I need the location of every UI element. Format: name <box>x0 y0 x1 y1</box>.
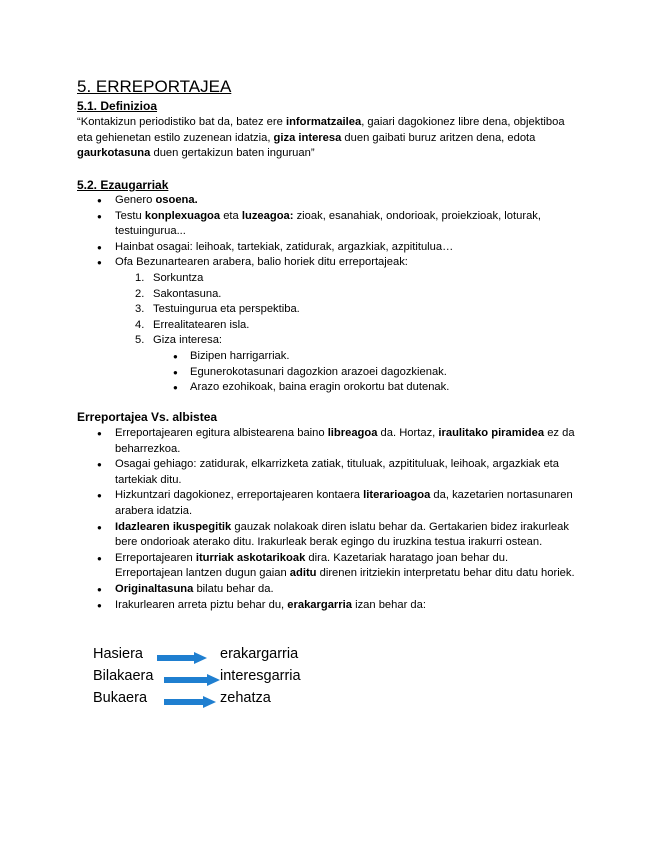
flow-row-bukaera <box>93 690 353 712</box>
item-bold: konplexuagoa <box>144 209 221 222</box>
flow-result: erakargarria <box>220 646 299 662</box>
section-heading-ezaugarriak: 5.2. Ezaugarriak <box>77 178 169 192</box>
item-bold: libreagoa <box>327 427 378 439</box>
numbered-item <box>115 271 577 287</box>
item-text: bilatu behar da. <box>193 582 274 595</box>
list-item <box>77 255 577 395</box>
list-item <box>77 598 577 614</box>
item-text: Erreportajearen <box>115 551 196 564</box>
item-number: 2. <box>135 287 145 300</box>
sub-list-item: ● Egunerokotasunari dagozkion arazoei dagozkienak. <box>153 365 577 381</box>
numbered-item <box>115 333 577 395</box>
definition-text: , gaiari dagokionez libre dena, objektiboa eta gehienetan estilo zuzenean idatzia, <box>77 116 565 144</box>
section-heading-definizioa: 5.1. Definizioa <box>77 99 158 113</box>
section-heading-vs: Erreportajea Vs. albistea <box>77 410 218 424</box>
item-text: izan behar da: <box>351 598 426 611</box>
item-text: Erreportajearen egitura albistearena baino <box>115 427 328 439</box>
flow-label: Hasiera <box>93 646 143 662</box>
definition-bold: gaurkotasuna <box>77 147 151 160</box>
item-text: gauzak nolakoak diren islatu behar da. Gertakarien bidez irakurleak bere ondorioak aterako ditu. Irakurleak berak egingo du iruzkina testua irakurri ostean. <box>115 520 569 549</box>
item-text: Testu <box>115 209 145 222</box>
list-item: ● Hainbat osagai: leihoak, tartekiak, zatidurak, argazkiak, azpititulua… <box>77 240 577 256</box>
flow-row-hasiera <box>93 646 353 668</box>
vs-list <box>77 426 577 613</box>
item-bold: iraulitako piramidea <box>438 427 545 439</box>
sub-list-item: ● Arazo ezohikoak, baina eragin orokortu bat dutenak. <box>153 380 577 396</box>
item-text: Giza interesa: <box>153 334 223 347</box>
item-text: Genero <box>115 194 156 206</box>
list-item <box>77 582 577 598</box>
item-bold: osoena. <box>155 194 198 206</box>
sub-list-item: ● Bizipen harrigarriak. <box>153 349 577 365</box>
item-text: Ofa Bezunartearen arabera, balio horiek ditu erreportajeak: <box>115 256 408 269</box>
item-text: Testuingurua eta perspektiba. <box>153 303 300 316</box>
list-item <box>77 426 577 457</box>
item-text: Errealitatearen isla. <box>153 318 250 331</box>
flow-result: interesgarria <box>220 668 301 684</box>
definition-bold: giza interesa <box>273 131 342 144</box>
item-number: 3. <box>135 303 145 316</box>
flow-label: Bukaera <box>93 690 148 706</box>
definition-text: duen gertakizun baten inguruan” <box>150 147 315 160</box>
list-item: ● Osagai gehiago: zatidurak, elkarrizketa zatiak, tituluak, azpitituluak, leihoak, argazkiak eta tartekiak ditu. <box>77 457 577 488</box>
list-item <box>77 488 577 519</box>
item-bold: Originaltasuna <box>115 582 194 595</box>
list-item <box>77 551 577 582</box>
item-bold: erakargarria <box>287 598 352 611</box>
item-text: da, kazetarien nortasunaren arabera idatzia. <box>115 489 573 517</box>
definition-text: “Kontakizun periodistiko bat da, batez ere <box>77 116 286 128</box>
list-item <box>77 193 577 209</box>
item-text: eta <box>220 209 242 222</box>
structure-diagram <box>93 646 353 716</box>
item-text: ez da beharrezkoa. <box>115 427 575 455</box>
list-item <box>77 209 577 240</box>
item-number: 1. <box>135 271 145 284</box>
numbered-item <box>115 302 577 318</box>
list-item <box>77 520 577 551</box>
item-text: Sorkuntza <box>153 271 204 284</box>
item-bold: iturriak askotarikoak <box>195 551 306 564</box>
flow-label: Bilakaera <box>93 668 154 684</box>
item-number: 5. <box>135 334 145 347</box>
numbered-list <box>115 271 577 396</box>
definition-paragraph <box>77 115 567 162</box>
definition-bold: informatzailea <box>285 116 362 128</box>
item-bold: luzeagoa: <box>241 209 294 222</box>
flow-result: zehatza <box>220 690 271 706</box>
page-title: 5. ERREPORTAJEA <box>77 77 232 96</box>
item-text: Hizkuntzari dagokionez, erreportajearen kontaera <box>115 489 364 502</box>
numbered-item <box>115 287 577 303</box>
definition-text: duen gaibati buruz aritzen dena, edota <box>341 131 536 144</box>
numbered-item <box>115 318 577 334</box>
item-text: Irakurlearen arreta piztu behar du, <box>115 598 288 611</box>
item-bold: literarioagoa <box>363 489 431 502</box>
item-number: 4. <box>135 318 145 331</box>
item-text: da. Hortaz, <box>377 427 439 439</box>
item-text: Sakontasuna. <box>153 287 222 300</box>
ezaugarriak-list <box>77 193 577 396</box>
flow-row-bilakaera <box>93 668 353 690</box>
item-text: direnen iritziekin interpretatu behar ditu datu horiek. <box>316 567 575 580</box>
sub-bullet-list <box>153 349 577 396</box>
item-bold: Idazlearen ikuspegitik <box>115 520 232 533</box>
item-bold: aditu <box>289 567 317 580</box>
item-text: zioak, esanahiak, ondorioak, proiekzioak, loturak, testuingurua... <box>115 209 541 238</box>
item-text: dira. Kazetariak haratago joan behar du. Erreportajean lantzen dugun gaian <box>115 551 509 580</box>
